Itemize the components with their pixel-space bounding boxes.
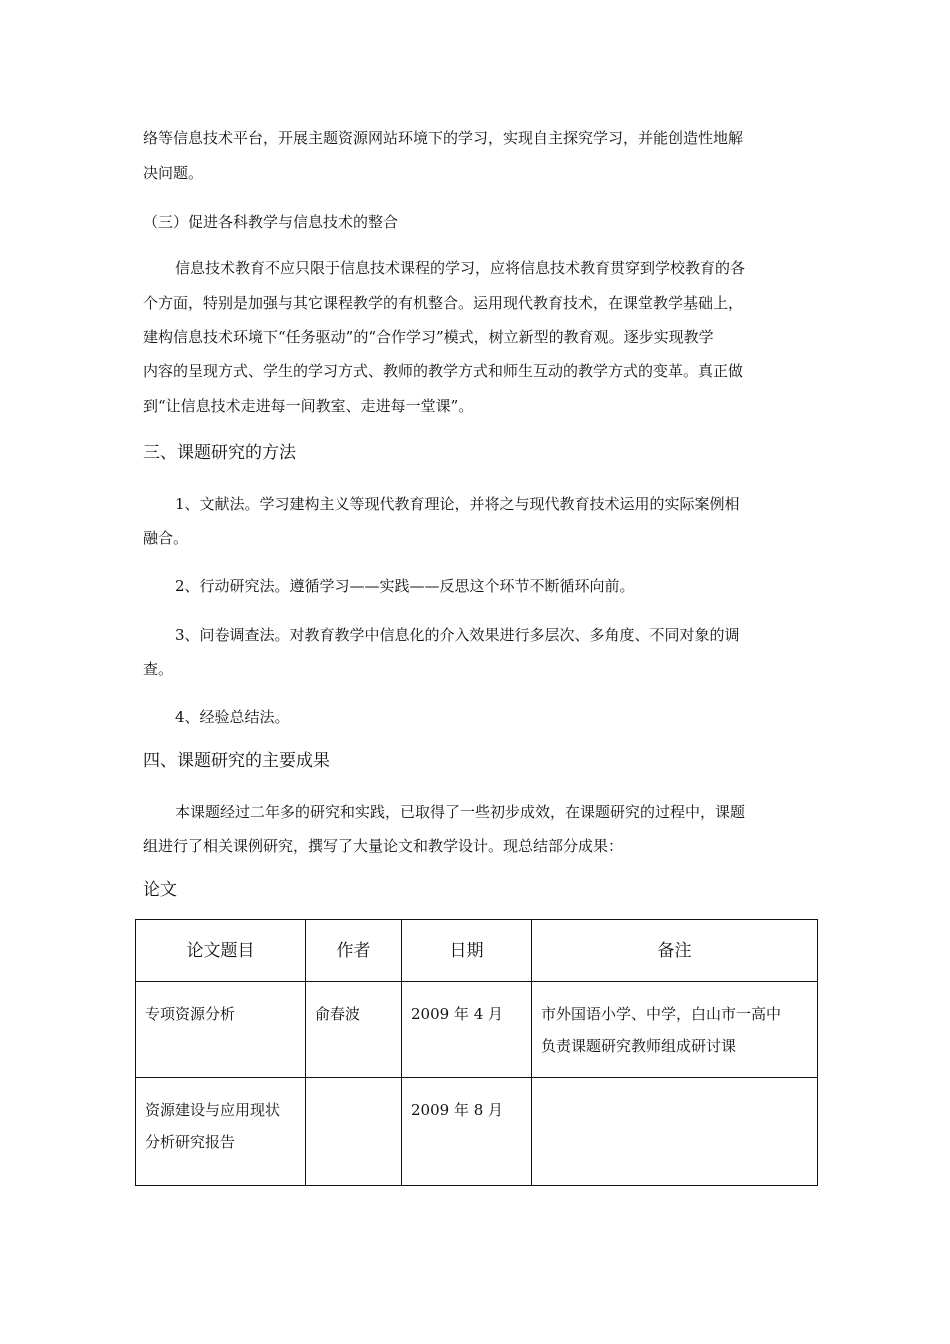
cell-title <box>136 982 306 1078</box>
paragraph-line: 建构信息技术环境下“任务驱动”的“合作学习”模式，树立新型的教育观。逐步实现教学 <box>143 328 714 346</box>
cell-author <box>306 982 402 1078</box>
subheading: （三）促进各科教学与信息技术的整合 <box>143 213 399 231</box>
paragraph-line: 络等信息技术平台，开展主题资源网站环境下的学习，实现自主探究学习，并能创造性地解 <box>143 129 744 147</box>
cell-author <box>306 1078 402 1186</box>
method-item-continuation: 融合。 <box>143 529 189 547</box>
cell-date <box>402 1078 532 1186</box>
cell-note <box>532 1078 818 1186</box>
header-date: 日期 <box>402 920 532 982</box>
method-item-continuation: 查。 <box>143 660 174 678</box>
paragraph-line: 信息技术教育不应只限于信息技术课程的学习，应将信息技术教育贯穿到学校教育的各 <box>175 259 746 277</box>
cell-title-line: 专项资源分析 <box>145 1005 236 1023</box>
cell-title-line: 分析研究报告 <box>145 1133 236 1151</box>
cell-date-text: 2009 年 8 月 <box>411 1101 504 1119</box>
cell-author-text: 俞春波 <box>315 1005 361 1023</box>
method-item: 4、经验总结法。 <box>175 708 290 726</box>
table-caption: 论文 <box>143 880 177 900</box>
cell-note <box>532 982 818 1078</box>
paragraph-line: 本课题经过二年多的研究和实践，已取得了一些初步成效，在课题研究的过程中，课题 <box>175 803 746 821</box>
paragraph-line: 决问题。 <box>143 164 204 182</box>
method-item: 3、问卷调查法。对教育教学中信息化的介入效果进行多层次、多角度、不同对象的调 <box>175 626 740 644</box>
table-header-row <box>136 920 818 982</box>
paragraph-line: 到“让信息技术走进每一间教室、走进每一堂课”。 <box>143 397 474 415</box>
cell-title-line: 资源建设与应用现状 <box>145 1101 281 1119</box>
section-heading: 四、课题研究的主要成果 <box>143 751 330 771</box>
cell-date <box>402 982 532 1078</box>
table-row <box>136 982 818 1078</box>
paragraph-line: 个方面，特别是加强与其它课程教学的有机整合。运用现代教育技术，在课堂教学基础上， <box>143 294 744 312</box>
cell-author-text <box>306 1078 401 1094</box>
header-note: 备注 <box>532 920 818 982</box>
header-author: 作者 <box>306 920 402 982</box>
cell-title <box>136 1078 306 1186</box>
header-title: 论文题目 <box>136 920 306 982</box>
papers-table <box>135 919 818 1186</box>
cell-note-line: 市外国语小学、中学，白山市一高中 <box>541 1005 782 1023</box>
method-item: 1、文献法。学习建构主义等现代教育理论，并将之与现代教育技术运用的实际案例相 <box>175 495 740 513</box>
paragraph-line: 内容的呈现方式、学生的学习方式、教师的教学方式和师生互动的教学方式的变革。真正做 <box>143 362 744 380</box>
section-heading: 三、课题研究的方法 <box>143 443 296 463</box>
cell-date-text: 2009 年 4 月 <box>411 1005 504 1023</box>
cell-note-line: 负责课题研究教师组成研讨课 <box>541 1037 737 1055</box>
method-item: 2、行动研究法。遵循学习——实践——反思这个环节不断循环向前。 <box>175 577 635 595</box>
table-row <box>136 1078 818 1186</box>
paragraph-line: 组进行了相关课例研究，撰写了大量论文和教学设计。现总结部分成果： <box>143 837 624 855</box>
